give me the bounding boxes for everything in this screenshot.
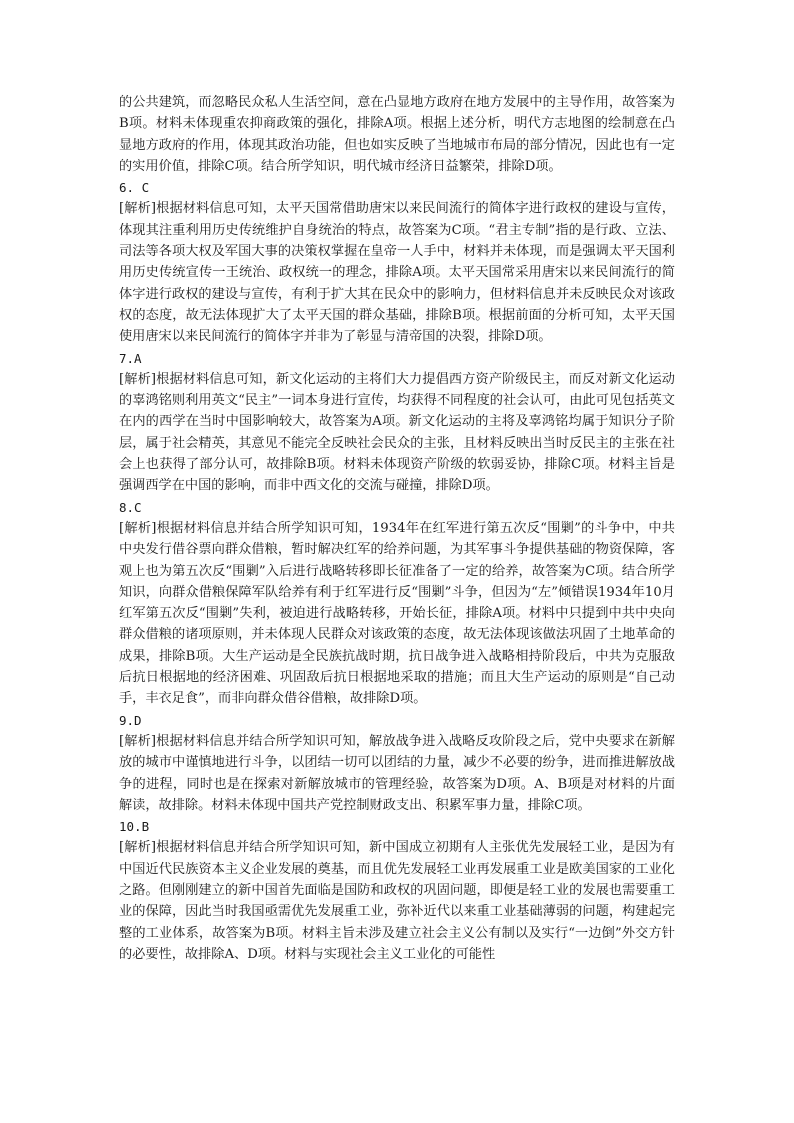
answer-key-6: 6. C <box>119 180 150 196</box>
answer-key-8: 8.C <box>119 499 142 515</box>
answer-explanation-9: [解析]根据材料信息并结合所学知识可知，解放战争进入战略反攻阶段之后，党中央要求在新解放的城市中谨慎地进行斗争，以团结一切可以团结的力量，减少不必要的纷争，进而推进解放战争的进程，同时也是在探索对新解放城市的管理经验，故答案为D项。A、B项是对材料的片面解读，故排除。材料未体现中国共产党控制财政支出、积累军事力量，排除C项。 <box>119 733 675 813</box>
answer-explanation-10: [解析]根据材料信息并结合所学知识可知，新中国成立初期有人主张优先发展轻工业，是因为有中国近代民族资本主义企业发展的奠基，而且优先发展轻工业再发展重工业是欧美国家的工业化之路。但刚刚建立的新中国首先面临是国防和政权的巩固问题，即便是轻工业的发展也需要重工业的保障，因此当时我国亟需优先发展重工业，弥补近代以来重工业基础薄弱的问题，构建起完整的工业体系，故答案为B项。材料主旨未涉及建立社会主义公有制以及实行“一边倒”外交方针的必要性，故排除A、D项。材料与实现社会主义工业化的可能性 <box>119 840 675 962</box>
answer-explanation-6: [解析]根据材料信息可知，太平天国常借助唐宋以来民间流行的简体字进行政权的建设与宣传，体现其注重利用历史传统维护自身统治的特点，故答案为C项。“君主专制”指的是行政、立法、司法等各项大权及军国大事的决策权掌握在皇帝一人手中，材料并未体现，而是强调太平天国利用历史传统宣传一王统治、政权统一的理念，排除A项。太平天国常采用唐宋以来民间流行的简体字进行政权的建设与宣传，有利于扩大其在民众中的影响力，但材料信息并未反映民众对该政权的态度，故无法体现扩大了太平天国的群众基础，排除B项。根据前面的分析可知，太平天国使用唐宋以来民间流行的简体字并非为了彰显与清帝国的决裂，排除D项。 <box>119 201 675 345</box>
answer-explanation-8: [解析]根据材料信息并结合所学知识可知，1934年在红军进行第五次反“围剿”的斗争中，中共中央发行借谷票向群众借粮，暂时解决红军的给养问题，为其军事斗争提供基础的物资保障，客观上也为第五次反“围剿”入后进行战略转移即长征准备了一定的给养，故答案为C项。结合所学知识，向群众借粮保障军队给养有利于红军进行反“围剿”斗争，但因为“左”倾错误1934年10月红军第五次反“围剿”失利，被迫进行战略转移，开始长征，排除A项。材料中只提到中共中央向群众借粮的诸项原则，并未体现人民群众对该政策的态度，故无法体现该做法巩固了土地革命的成果，排除B项。大生产运动是全民族抗战时期，抗日战争进入战略相持阶段后，中共为克服敌后抗日根据地的经济困难、巩固敌后抗日根据地采取的措施；而且大生产运动的原则是“自己动手，丰衣足食”，而非向群众借谷借粮，故排除D项。 <box>119 520 675 707</box>
answer-key-7: 7.A <box>119 350 142 366</box>
answer-explanation-5: 的公共建筑，而忽略民众私人生活空间，意在凸显地方政府在地方发展中的主导作用，故答案为B项。材料未体现重农抑商政策的强化，排除A项。根据上述分析，明代方志地图的绘制意在凸显地方政府的作用，体现其政治功能，但也如实反映了当地城市布局的部分情况，因此也有一定的实用价值，排除C项。结合所学知识，明代城市经济日益繁荣，排除D项。 <box>119 95 675 174</box>
document-page <box>119 92 675 965</box>
answer-key-10: 10.B <box>119 819 150 835</box>
answer-explanation-7: [解析]根据材料信息可知，新文化运动的主将们大力提倡西方资产阶级民主，而反对新文化运动的辜鸿铭则利用英文“民主”一词本身进行宣传，均获得不同程度的社会认可，由此可见包括英文在内的西学在当时中国影响较大，故答案为A项。新文化运动的主将及辜鸿铭均属于知识分子阶层，属于社会精英，其意见不能完全反映社会民众的主张，且材料反映出当时反民主的主张在社会上也获得了部分认可，故排除B项。材料未体现资产阶级的软弱妥协，排除C项。材料主旨是强调西学在中国的影响，而非中西文化的交流与碰撞，排除D项。 <box>119 371 675 494</box>
answer-key-9: 9.D <box>119 712 142 728</box>
